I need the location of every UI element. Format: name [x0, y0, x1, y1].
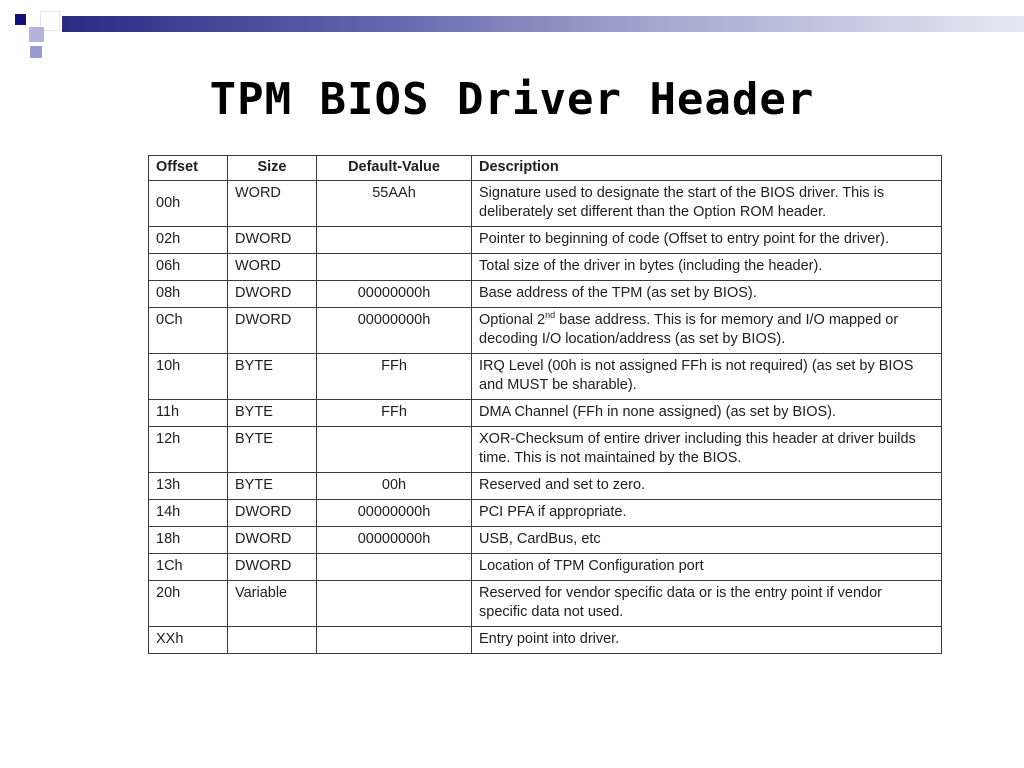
- description-cell: XOR-Checksum of entire driver including this header at driver builds time. This is not maintained by the BIOS.: [472, 427, 942, 473]
- table-row: [149, 627, 942, 654]
- table-row: [149, 354, 942, 400]
- offset-cell: 13h: [149, 473, 228, 500]
- slide-title: TPM BIOS Driver Header: [209, 74, 815, 125]
- default-value-cell: 00h: [317, 473, 472, 500]
- size-cell: BYTE: [228, 427, 317, 473]
- table-row: [149, 227, 942, 254]
- size-cell: [228, 627, 317, 654]
- size-cell: BYTE: [228, 400, 317, 427]
- table-row: [149, 281, 942, 308]
- decorative-square: [30, 46, 42, 58]
- offset-cell: 00h: [149, 181, 228, 227]
- default-value-cell: 00000000h: [317, 281, 472, 308]
- table-row: [149, 581, 942, 627]
- size-cell: WORD: [228, 254, 317, 281]
- default-value-cell: [317, 227, 472, 254]
- column-header-description: Description: [472, 156, 942, 181]
- table-row: [149, 527, 942, 554]
- description-text: base address. This is for memory and I/O mapped or decoding I/O location/address (as set by BIOS).: [479, 312, 899, 347]
- size-cell: DWORD: [228, 500, 317, 527]
- offset-cell: XXh: [149, 627, 228, 654]
- default-value-cell: [317, 554, 472, 581]
- decorative-gradient-band: [62, 16, 1024, 32]
- table-header-row: [149, 156, 942, 181]
- table-row: [149, 400, 942, 427]
- column-header-offset: Offset: [149, 156, 228, 181]
- ordinal-superscript: nd: [545, 310, 556, 321]
- default-value-cell: [317, 581, 472, 627]
- size-cell: DWORD: [228, 527, 317, 554]
- offset-cell: 08h: [149, 281, 228, 308]
- size-cell: WORD: [228, 181, 317, 227]
- default-value-cell: FFh: [317, 354, 472, 400]
- default-value-cell: FFh: [317, 400, 472, 427]
- driver-header-table: [148, 155, 942, 654]
- table-row: [149, 500, 942, 527]
- size-cell: DWORD: [228, 227, 317, 254]
- offset-cell: 20h: [149, 581, 228, 627]
- size-cell: BYTE: [228, 473, 317, 500]
- description-cell: Signature used to designate the start of the BIOS driver. This is deliberately set different than the Option ROM header.: [472, 181, 942, 227]
- table-row: [149, 308, 942, 354]
- default-value-cell: [317, 254, 472, 281]
- default-value-cell: 00000000h: [317, 527, 472, 554]
- description-text: Optional 2: [479, 312, 546, 328]
- offset-cell: 14h: [149, 500, 228, 527]
- default-value-cell: [317, 427, 472, 473]
- default-value-cell: 55AAh: [317, 181, 472, 227]
- default-value-cell: 00000000h: [317, 308, 472, 354]
- description-cell: Pointer to beginning of code (Offset to entry point for the driver).: [472, 227, 942, 254]
- description-cell: Base address of the TPM (as set by BIOS).: [472, 281, 942, 308]
- table-row: [149, 181, 942, 227]
- offset-cell: 06h: [149, 254, 228, 281]
- table-row: [149, 554, 942, 581]
- description-cell: Reserved for vendor specific data or is the entry point if vendor specific data not used.: [472, 581, 942, 627]
- size-cell: DWORD: [228, 281, 317, 308]
- description-cell: IRQ Level (00h is not assigned FFh is not required) (as set by BIOS and MUST be sharable).: [472, 354, 942, 400]
- size-cell: DWORD: [228, 308, 317, 354]
- offset-cell: 10h: [149, 354, 228, 400]
- table-row: [149, 254, 942, 281]
- decorative-square: [29, 27, 44, 42]
- description-cell: Entry point into driver.: [472, 627, 942, 654]
- description-cell: Total size of the driver in bytes (including the header).: [472, 254, 942, 281]
- size-cell: BYTE: [228, 354, 317, 400]
- description-cell: USB, CardBus, etc: [472, 527, 942, 554]
- size-cell: DWORD: [228, 554, 317, 581]
- default-value-cell: 00000000h: [317, 500, 472, 527]
- slide-header-banner: [0, 0, 1024, 64]
- table-row: [149, 473, 942, 500]
- size-cell: Variable: [228, 581, 317, 627]
- default-value-cell: [317, 627, 472, 654]
- description-cell: PCI PFA if appropriate.: [472, 500, 942, 527]
- column-header-default-value: Default-Value: [317, 156, 472, 181]
- description-cell: DMA Channel (FFh in none assigned) (as set by BIOS).: [472, 400, 942, 427]
- offset-cell: 02h: [149, 227, 228, 254]
- description-cell: Location of TPM Configuration port: [472, 554, 942, 581]
- offset-cell: 1Ch: [149, 554, 228, 581]
- table-row: [149, 427, 942, 473]
- offset-cell: 0Ch: [149, 308, 228, 354]
- offset-cell: 18h: [149, 527, 228, 554]
- offset-cell: 11h: [149, 400, 228, 427]
- offset-cell: 12h: [149, 427, 228, 473]
- description-cell: Reserved and set to zero.: [472, 473, 942, 500]
- description-cell: [472, 308, 942, 354]
- column-header-size: Size: [228, 156, 317, 181]
- decorative-square: [15, 14, 26, 25]
